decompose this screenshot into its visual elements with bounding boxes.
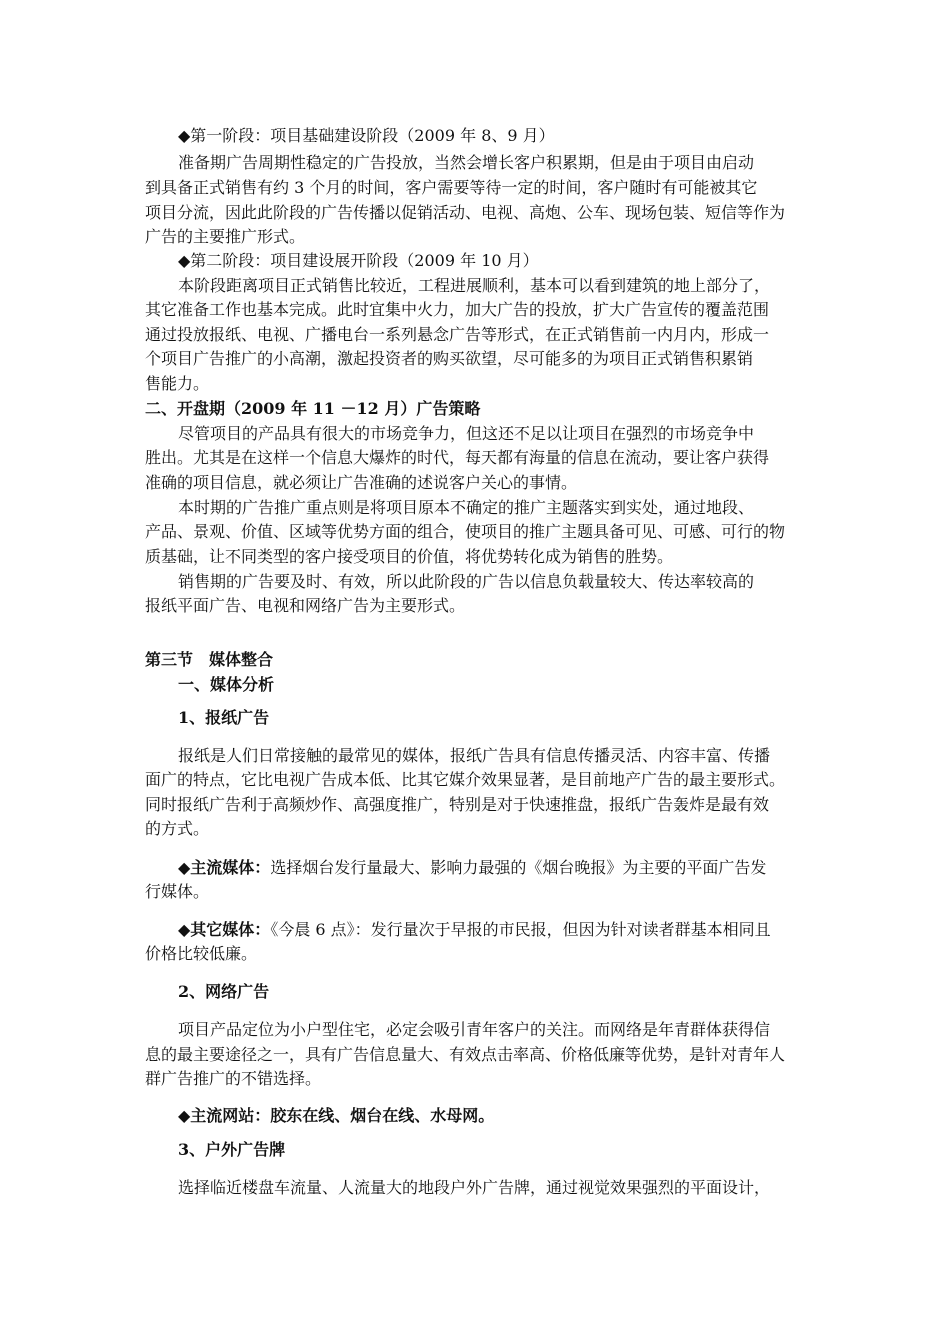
paragraph-line: 销售期的广告要及时、有效，所以此阶段的广告以信息负载量较大、传达率较高的 bbox=[178, 572, 755, 591]
newspaper-heading: 1、报纸广告 bbox=[178, 708, 270, 727]
paragraph-line: 的方式。 bbox=[145, 819, 210, 838]
paragraph-line: 胜出。尤其是在这样一个信息大爆炸的时代，每天都有海量的信息在流动，要让客户获得 bbox=[145, 448, 770, 467]
phase2-heading: ◆第二阶段：项目建设展开阶段（2009 年 10 月） bbox=[178, 251, 539, 270]
outdoor-heading: 3、户外广告牌 bbox=[178, 1140, 286, 1159]
paragraph-line: 面广的特点，它比电视广告成本低、比其它媒介效果显著，是目前地产广告的最主要形式。 bbox=[145, 770, 786, 789]
paragraph-line: 行媒体。 bbox=[145, 882, 210, 901]
paragraph-line: 售能力。 bbox=[145, 374, 210, 393]
paragraph-line: 准确的项目信息，就必须让广告准确的述说客户关心的事情。 bbox=[145, 473, 578, 492]
paragraph-line: 尽管项目的产品具有很大的市场竞争力，但这还不足以让项目在强烈的市场竞争中 bbox=[178, 424, 755, 443]
section3-title: 第三节 媒体整合 bbox=[145, 650, 274, 669]
paragraph-line: 其它准备工作也基本完成。此时宜集中火力，加大广告的投放，扩大广告宣传的覆盖范围 bbox=[145, 300, 770, 319]
paragraph-line: 息的最主要途径之一，具有广告信息量大、有效点击率高、价格低廉等优势，是针对青年人 bbox=[145, 1045, 786, 1064]
paragraph-line: 个项目广告推广的小高潮，激起投资者的购买欲望，尽可能多的为项目正式销售积累销 bbox=[145, 349, 754, 368]
other-media-text: 《今晨 6 点》：发行量次于早报的市民报，但因为针对读者群基本相同且 bbox=[270, 920, 771, 939]
mainstream-media-text: 选择烟台发行量最大、影响力最强的《烟台晚报》为主要的平面广告发 bbox=[270, 858, 767, 877]
mainstream-sites: ◆主流网站：胶东在线、烟台在线、水母网。 bbox=[178, 1106, 495, 1125]
mainstream-media-line bbox=[178, 856, 818, 880]
section2-heading: 二、开盘期（2009 年 11 －12 月）广告策略 bbox=[145, 399, 481, 418]
paragraph-line: 价格比较低廉。 bbox=[145, 944, 258, 963]
paragraph-line: 准备期广告周期性稳定的广告投放，当然会增长客户积累期，但是由于项目由启动 bbox=[178, 153, 755, 172]
paragraph-line: 报纸是人们日常接触的最常见的媒体，报纸广告具有信息传播灵活、内容丰富、传播 bbox=[178, 746, 771, 765]
other-media-label: ◆其它媒体： bbox=[178, 920, 271, 939]
other-media-line bbox=[178, 918, 818, 942]
paragraph-line: 本阶段距离项目正式销售比较近，工程进展顺利，基本可以看到建筑的地上部分了， bbox=[178, 276, 771, 295]
paragraph-line: 群广告推广的不错选择。 bbox=[145, 1069, 322, 1088]
paragraph-line: 同时报纸广告利于高频炒作、高强度推广，特别是对于快速推盘，报纸广告轰炸是最有效 bbox=[145, 795, 770, 814]
web-heading: 2、网络广告 bbox=[178, 982, 270, 1001]
paragraph-line: 通过投放报纸、电视、广播电台一系列悬念广告等形式，在正式销售前一内月内，形成一 bbox=[145, 325, 770, 344]
paragraph-line: 产品、景观、价值、区域等优势方面的组合，使项目的推广主题具备可见、可感、可行的物 bbox=[145, 522, 786, 541]
paragraph-line: 项目分流，因此此阶段的广告传播以促销活动、电视、高炮、公车、现场包装、短信等作为 bbox=[145, 203, 786, 222]
media-analysis-heading: 一、媒体分析 bbox=[178, 675, 275, 694]
paragraph-line: 本时期的广告推广重点则是将项目原本不确定的推广主题落实到实处，通过地段、 bbox=[178, 498, 755, 517]
paragraph-line: 选择临近楼盘车流量、人流量大的地段户外广告牌，通过视觉效果强烈的平面设计， bbox=[178, 1178, 771, 1197]
phase1-heading: ◆第一阶段：项目基础建设阶段（2009 年 8、9 月） bbox=[178, 126, 555, 145]
paragraph-line: 报纸平面广告、电视和网络广告为主要形式。 bbox=[145, 596, 466, 615]
paragraph-line: 项目产品定位为小户型住宅，必定会吸引青年客户的关注。而网络是年青群体获得信 bbox=[178, 1020, 771, 1039]
mainstream-media-label: ◆主流媒体： bbox=[178, 858, 271, 877]
paragraph-line: 广告的主要推广形式。 bbox=[145, 227, 306, 246]
paragraph-line: 到具备正式销售有约 3 个月的时间，客户需要等待一定的时间，客户随时有可能被其它 bbox=[145, 178, 758, 197]
paragraph-line: 质基础，让不同类型的客户接受项目的价值，将优势转化成为销售的胜势。 bbox=[145, 547, 674, 566]
